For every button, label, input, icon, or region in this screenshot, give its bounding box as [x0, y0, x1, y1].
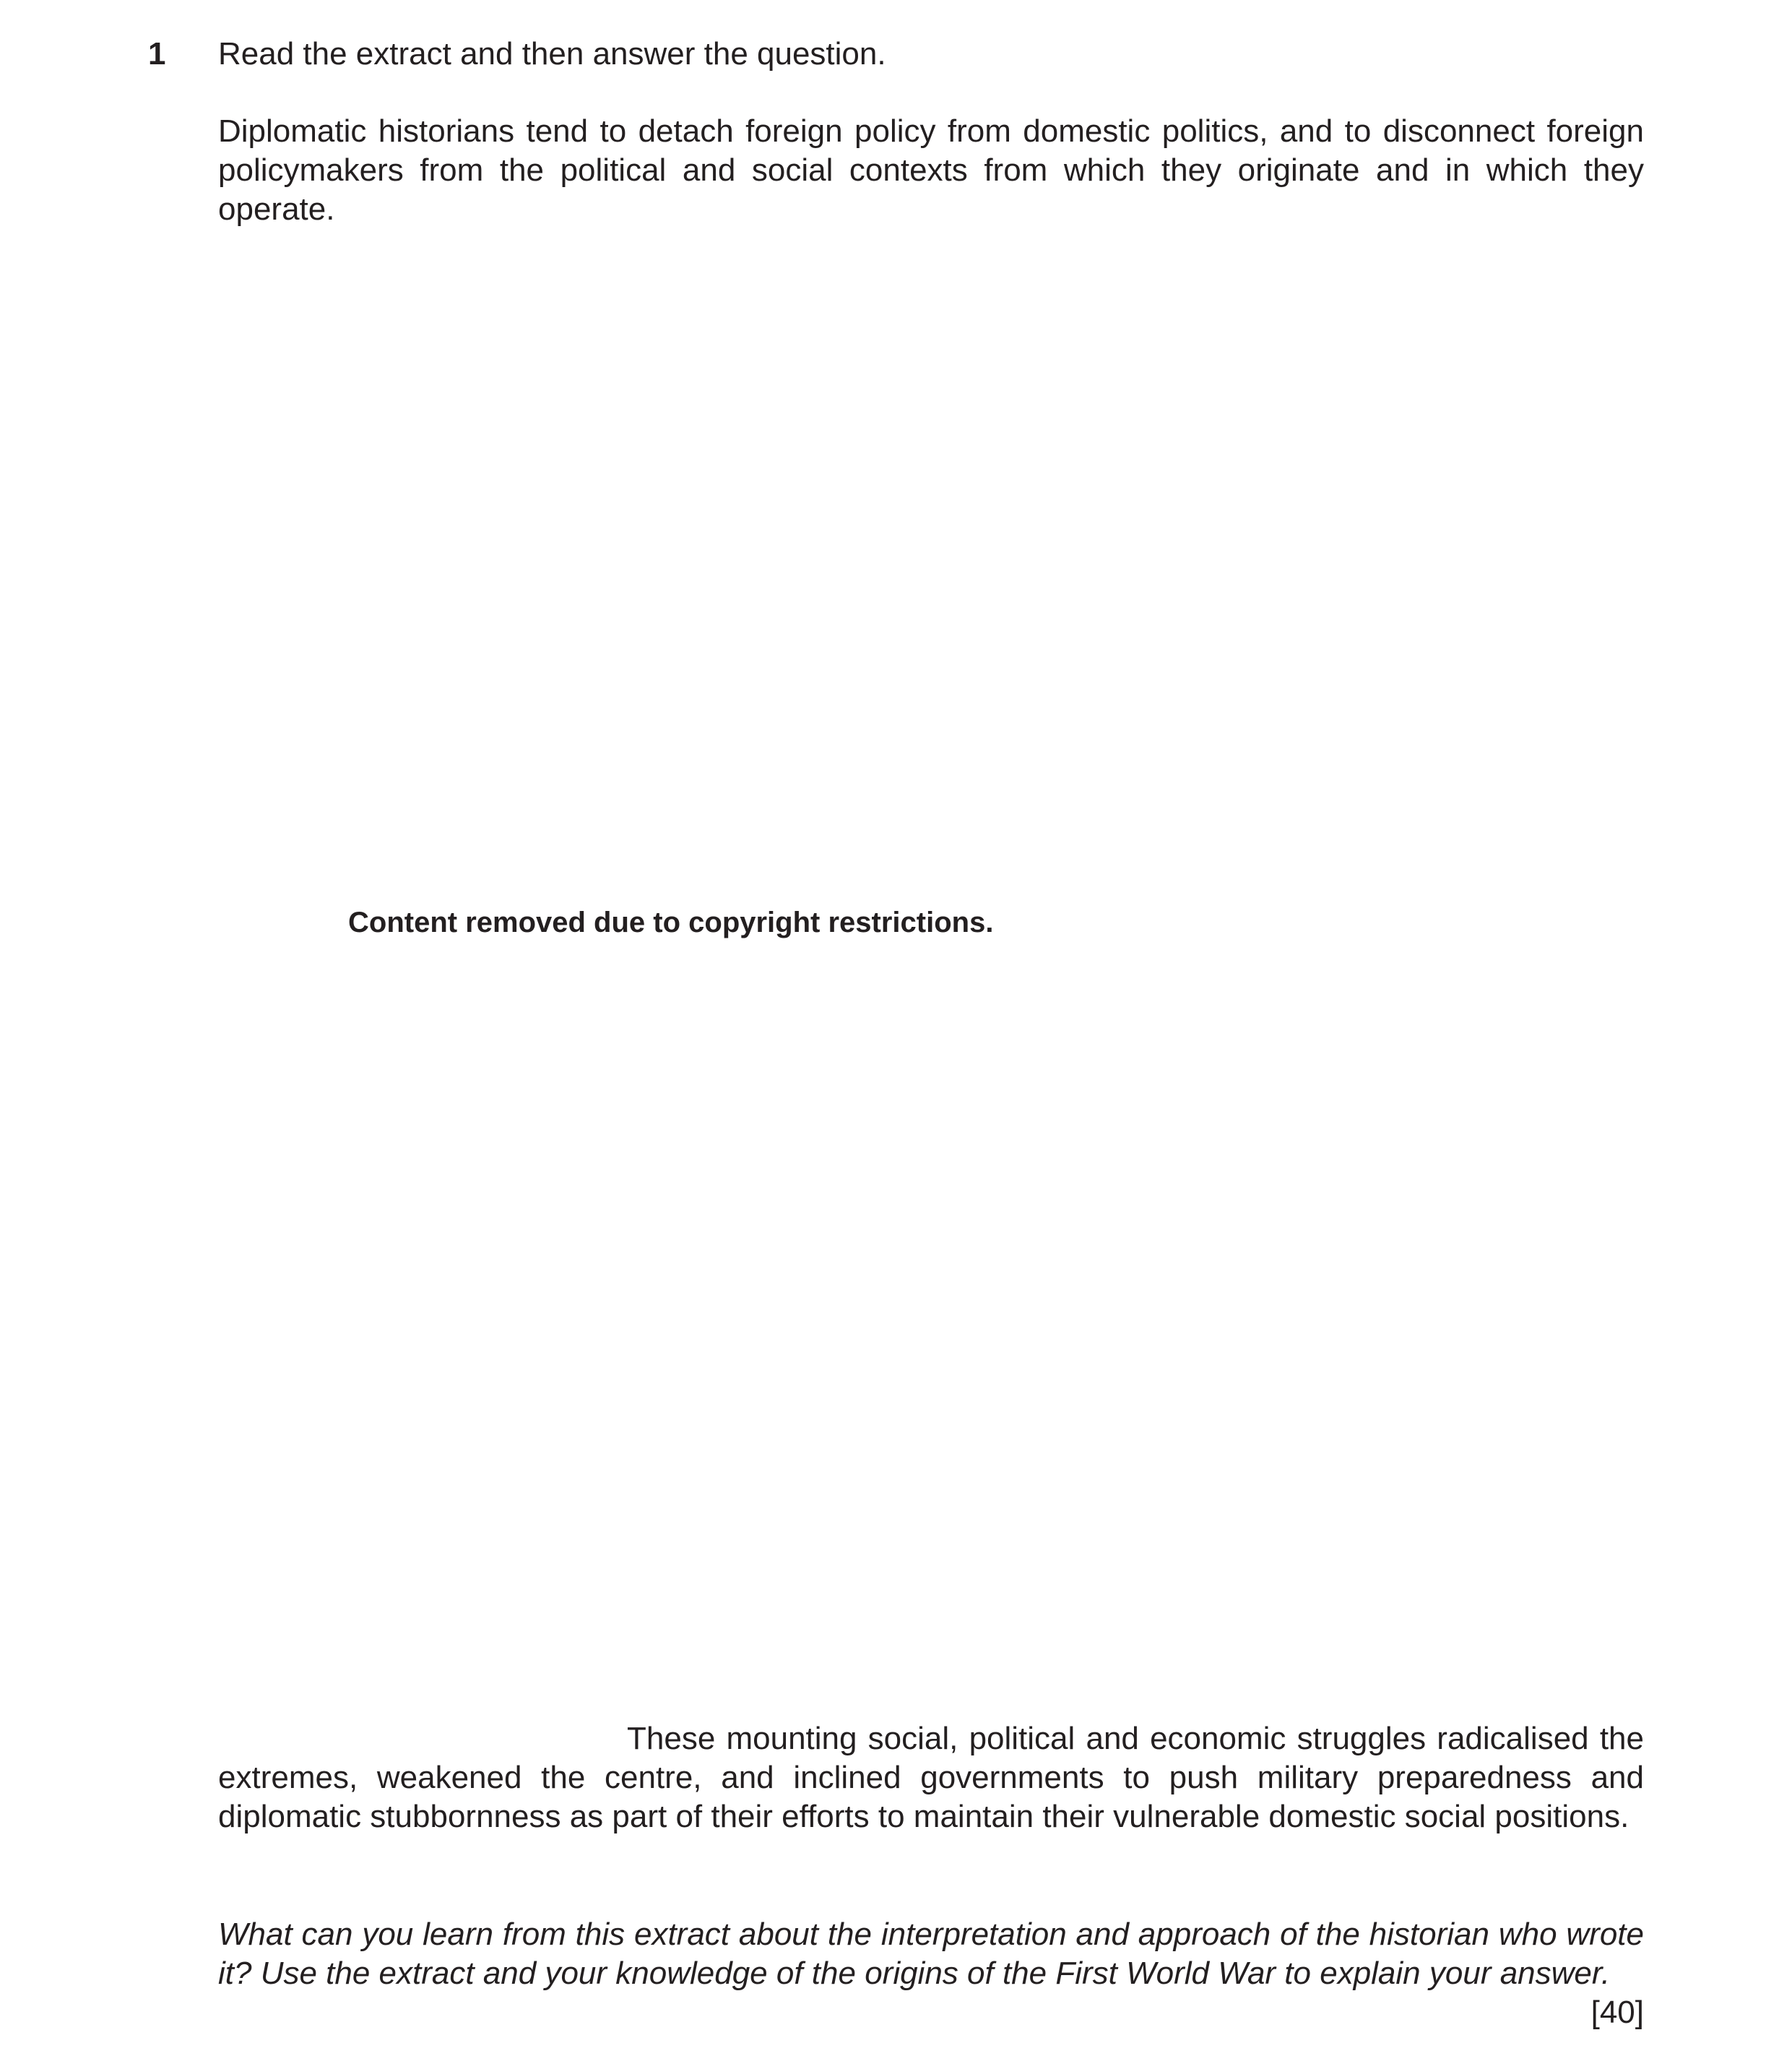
extract-opening-paragraph: Diplomatic historians tend to detach foreign policy from domestic politics, and to disconnect foreign policymakers from the political and social contexts from which they originate and in which they operate.: [218, 113, 1644, 227]
question-prompt: What can you learn from this extract about the interpretation and approach of the historian who wrote it? Use the extract and your knowledge of the origins of the First World War to explain your answer.: [218, 1917, 1644, 1991]
extract-closing-paragraph: These mounting social, political and economic struggles radicalised the extremes, weakened the centre, and inclined governments to push military preparedness and diplomatic stubbornness as part of their efforts to maintain their vulnerable domestic social positions.: [218, 1721, 1644, 1834]
question-number: 1: [148, 36, 166, 72]
copyright-notice: Content removed due to copyright restrictions.: [348, 907, 994, 938]
question-instruction: Read the extract and then answer the question.: [218, 36, 886, 72]
marks-allocation: [40]: [1590, 1995, 1644, 2030]
